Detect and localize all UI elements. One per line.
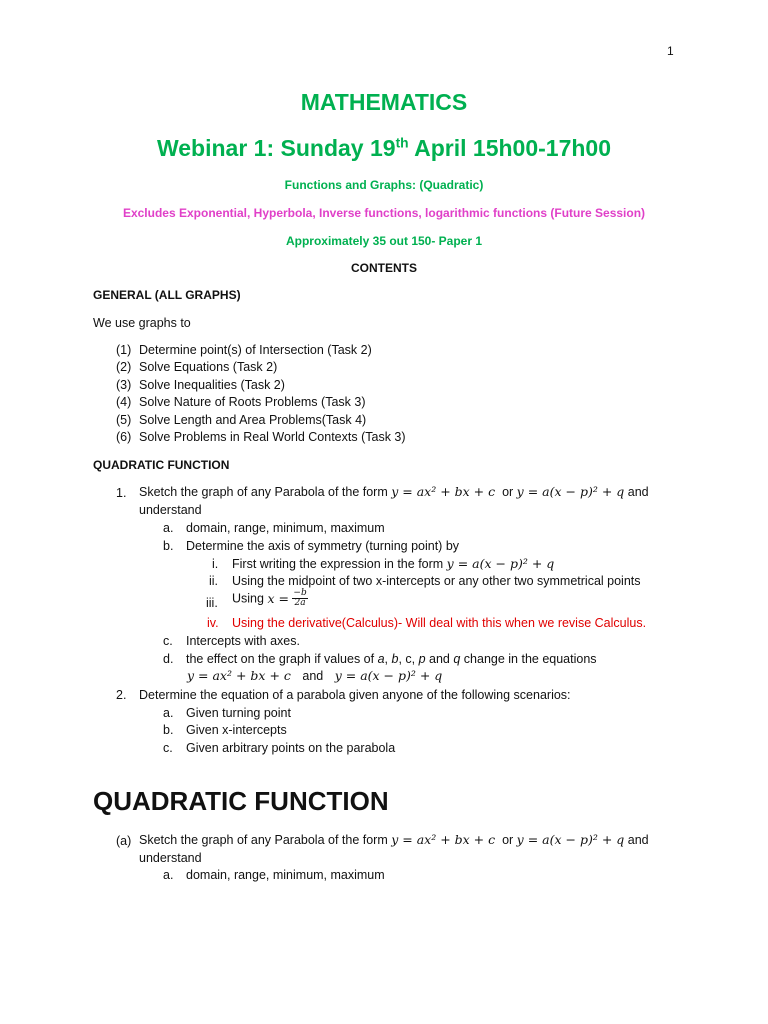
sub-d-and: and <box>425 652 454 666</box>
list-item: Solve Equations (Task 2) <box>139 360 278 374</box>
itemA-num: (a) <box>116 834 132 848</box>
sub-d-q: q <box>453 652 461 666</box>
item2-sub: Given arbitrary points on the parabola <box>186 741 396 755</box>
item2-text: Determine the equation of a parabola given anyone of the following scenarios: <box>139 688 571 702</box>
item1-sub-c: Intercepts with axes. <box>186 634 300 648</box>
contents-heading: CONTENTS <box>351 261 417 275</box>
list-item-num: (3) <box>116 378 132 392</box>
item1-eq1: y = ax² + bx + c <box>391 484 496 499</box>
item1-sub-b-num: b. <box>163 539 174 553</box>
itemA-eq1: y = ax² + bx + c <box>391 832 496 847</box>
eq-line-and: and <box>302 669 324 683</box>
itemA-text: Sketch the graph of any Parabola of the form <box>139 833 392 847</box>
page-title: MATHEMATICS <box>300 89 468 115</box>
item1-num: 1. <box>116 486 127 500</box>
equation-line <box>187 668 442 683</box>
itemA-or: or <box>495 833 517 847</box>
sub-d-c1: , <box>384 652 392 666</box>
item1-cont: understand <box>139 503 202 517</box>
list-item-num: (4) <box>116 395 132 409</box>
item2-num: 2. <box>116 688 127 702</box>
webinar-sup: th <box>395 135 409 151</box>
item1-sub-b: Determine the axis of symmetry (turning point) by <box>186 539 460 553</box>
roman-ii: Using the midpoint of two x-intercepts or any other two symmetrical points <box>232 574 641 588</box>
page-number: 1 <box>667 44 674 58</box>
general-heading: GENERAL (ALL GRAPHS) <box>93 288 241 302</box>
item1-sub-d-num: d. <box>163 652 174 666</box>
list-item: Determine point(s) of Intersection (Task 2) <box>139 343 372 357</box>
item1-and: and <box>624 485 649 499</box>
roman-i-eq: y = a(x − p)² + q <box>446 556 555 571</box>
item1-line <box>139 484 649 499</box>
item2-sub-num: c. <box>163 741 173 755</box>
roman-iv-num: iv. <box>207 616 219 630</box>
list-item-num: (2) <box>116 360 132 374</box>
item1-eq2: y = a(x − p)² + q <box>516 484 625 499</box>
quadratic-heading-small: QUADRATIC FUNCTION <box>93 458 230 472</box>
item2-sub: Given turning point <box>186 706 291 720</box>
webinar-heading <box>0 135 768 162</box>
list-item-num: (5) <box>116 413 132 427</box>
itemA-sub-a-num: a. <box>163 868 174 882</box>
roman-iii-text: Using <box>232 591 268 606</box>
item2-sub-num: b. <box>163 723 174 737</box>
quadratic-heading-large: QUADRATIC FUNCTION <box>93 786 389 816</box>
sub-d-post: change in the equations <box>460 652 597 666</box>
itemA-eq2: y = a(x − p)² + q <box>516 832 625 847</box>
item1-or: or <box>495 485 517 499</box>
roman-iv: Using the derivative(Calculus)- Will deal with this when we revise Calculus. <box>232 616 647 630</box>
roman-iii-eq: x = <box>267 591 289 606</box>
roman-i-num: i. <box>212 557 219 571</box>
eq-line-2: y = a(x − p)² + q <box>334 668 443 683</box>
itemA-and: and <box>624 833 649 847</box>
sub-d-b: b <box>391 652 399 666</box>
sub-d-pre: the effect on the graph if values of <box>186 652 378 666</box>
item1-sub-c-num: c. <box>163 634 173 648</box>
webinar-pre: Webinar 1: Sunday 19 <box>156 135 396 161</box>
general-intro: We use graphs to <box>93 316 191 330</box>
webinar-post: April 15h00-17h00 <box>408 135 612 161</box>
item1-sub-d <box>186 652 597 666</box>
fraction-numerator: −b <box>293 588 307 598</box>
roman-i-text: First writing the expression in the form <box>232 557 447 571</box>
sub-d-c2: , c, <box>398 652 419 666</box>
list-item: Solve Inequalities (Task 2) <box>139 378 285 392</box>
item1-sub-a: domain, range, minimum, maximum <box>186 521 385 535</box>
roman-iii-num: iii. <box>206 596 218 610</box>
item1-text: Sketch the graph of any Parabola of the form <box>139 485 392 499</box>
item2-sub-num: a. <box>163 706 174 720</box>
roman-ii-num: ii. <box>209 574 219 588</box>
list-item-num: (6) <box>116 430 132 444</box>
eq-line-1: y = ax² + bx + c <box>187 668 291 683</box>
subtitle-functions: Functions and Graphs: (Quadratic) <box>284 178 484 192</box>
fraction <box>292 589 307 608</box>
roman-iii <box>232 589 308 608</box>
subtitle-approx: Approximately 35 out 150- Paper 1 <box>285 234 483 248</box>
fraction-denominator: 2a <box>294 598 306 608</box>
list-item: Solve Length and Area Problems(Task 4) <box>139 413 367 427</box>
list-item-num: (1) <box>116 343 132 357</box>
item1-sub-a-num: a. <box>163 521 174 535</box>
list-item: Solve Problems in Real World Contexts (Task 3) <box>139 430 406 444</box>
item2-sub: Given x-intercepts <box>186 723 287 737</box>
itemA-cont: understand <box>139 851 202 865</box>
sub-d-p: p <box>418 652 426 666</box>
list-item: Solve Nature of Roots Problems (Task 3) <box>139 395 366 409</box>
itemA-line <box>139 832 649 847</box>
sub-d-a: a <box>377 652 385 666</box>
subtitle-excludes: Excludes Exponential, Hyperbola, Inverse functions, logarithmic functions (Future Session) <box>122 206 646 220</box>
itemA-sub-a: domain, range, minimum, maximum <box>186 868 385 882</box>
roman-i <box>232 556 554 571</box>
